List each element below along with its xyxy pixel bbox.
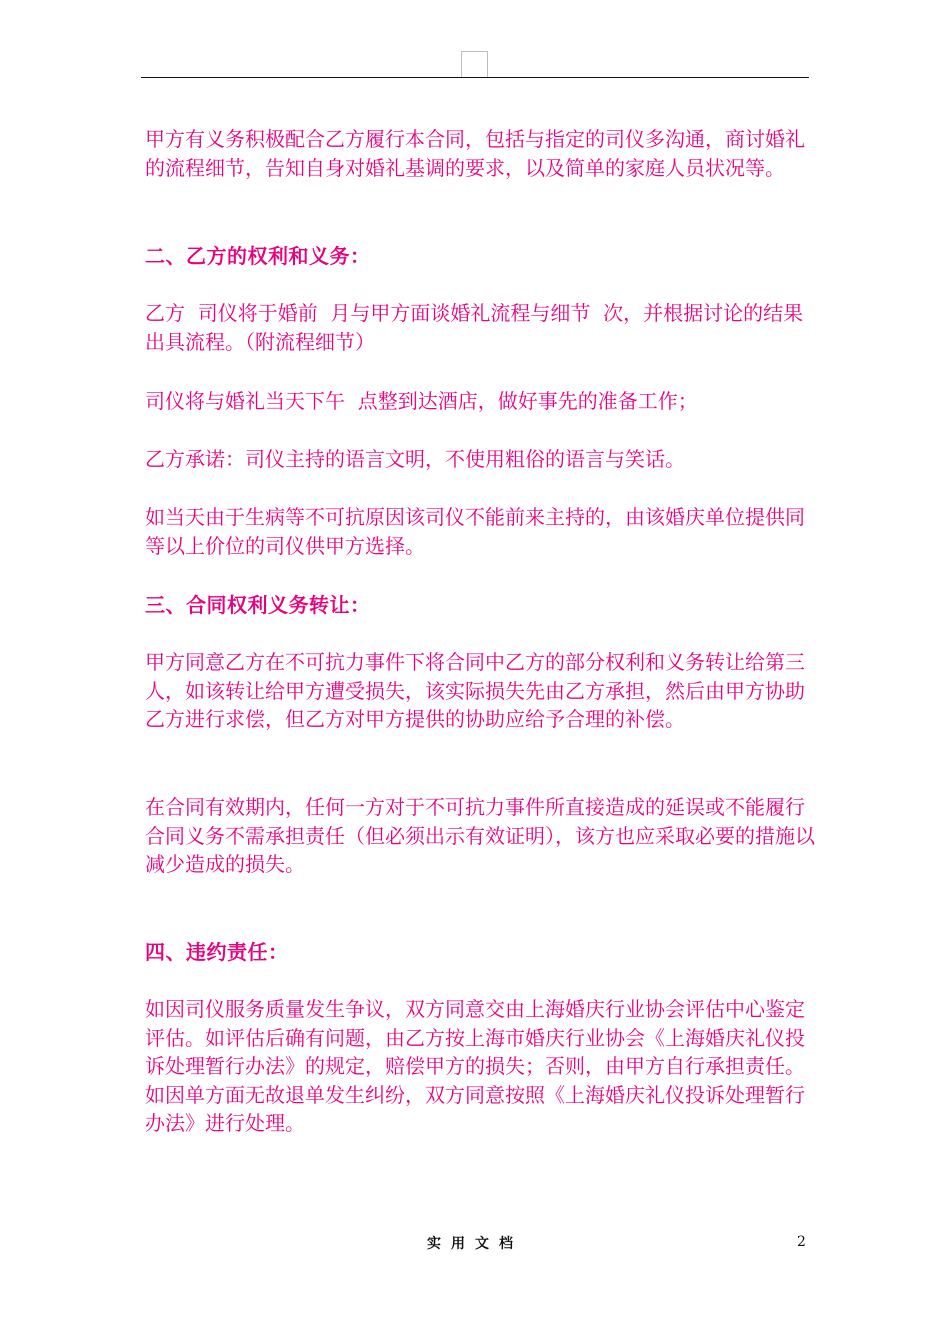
paragraph-mc-arrival: 司仪将与婚礼当天下午 点整到达酒店，做好事先的准备工作； (145, 389, 698, 413)
page-number: 2 (797, 1234, 806, 1250)
footer-label: 实用文档 (427, 1236, 523, 1252)
header-box (461, 51, 488, 77)
paragraph-dispute-resolution: 如因司仪服务质量发生争议，双方同意交由上海婚庆行业协会评估中心鉴定评估。如评估后确有问题，由乙方按上海市婚庆行业协会《上海婚庆礼仪投诉处理暂行办法》的规定，赔偿甲方的损失；否则，由甲方自行承担责任。如因单方面无故退单发生纠纷，双方同意按照《上海婚庆礼仪投诉处理暂行办法》进行处理。 (145, 997, 805, 1135)
heading-contract-transfer: 三、合同权利义务转让： (145, 593, 371, 617)
paragraph-force-majeure: 在合同有效期内，任何一方对于不可抗力事件所直接造成的延误或不能履行合同义务不需承担责任（但必须出示有效证明），该方也应采取必要的措施以减少造成的损失。 (145, 795, 815, 876)
paragraph-party-a-obligation: 甲方有义务积极配合乙方履行本合同，包括与指定的司仪多沟通，商讨婚礼的流程细节，告知自身对婚礼基调的要求，以及简单的家庭人员状况等。 (145, 127, 805, 180)
paragraph-party-b-promise: 乙方承诺：司仪主持的语言文明，不使用粗俗的语言与笑话。 (145, 447, 685, 471)
heading-breach-liability: 四、违约责任： (145, 940, 289, 964)
header-rule (141, 77, 809, 78)
paragraph-mc-meeting: 乙方 司仪将于婚前 月与甲方面谈婚礼流程与细节 次，并根据讨论的结果出具流程。（附流程细节） (145, 301, 804, 354)
paragraph-transfer-terms: 甲方同意乙方在不可抗力事件下将合同中乙方的部分权利和义务转让给第三人，如该转让给甲方遭受损失，该实际损失先由乙方承担，然后由甲方协助乙方进行求偿，但乙方对甲方提供的协助应给予合理的补偿。 (145, 650, 805, 731)
paragraph-mc-replacement: 如当天由于生病等不可抗原因该司仪不能前来主持的，由该婚庆单位提供同等以上价位的司仪供甲方选择。 (145, 505, 805, 558)
heading-party-b-rights: 二、乙方的权利和义务： (145, 244, 371, 268)
